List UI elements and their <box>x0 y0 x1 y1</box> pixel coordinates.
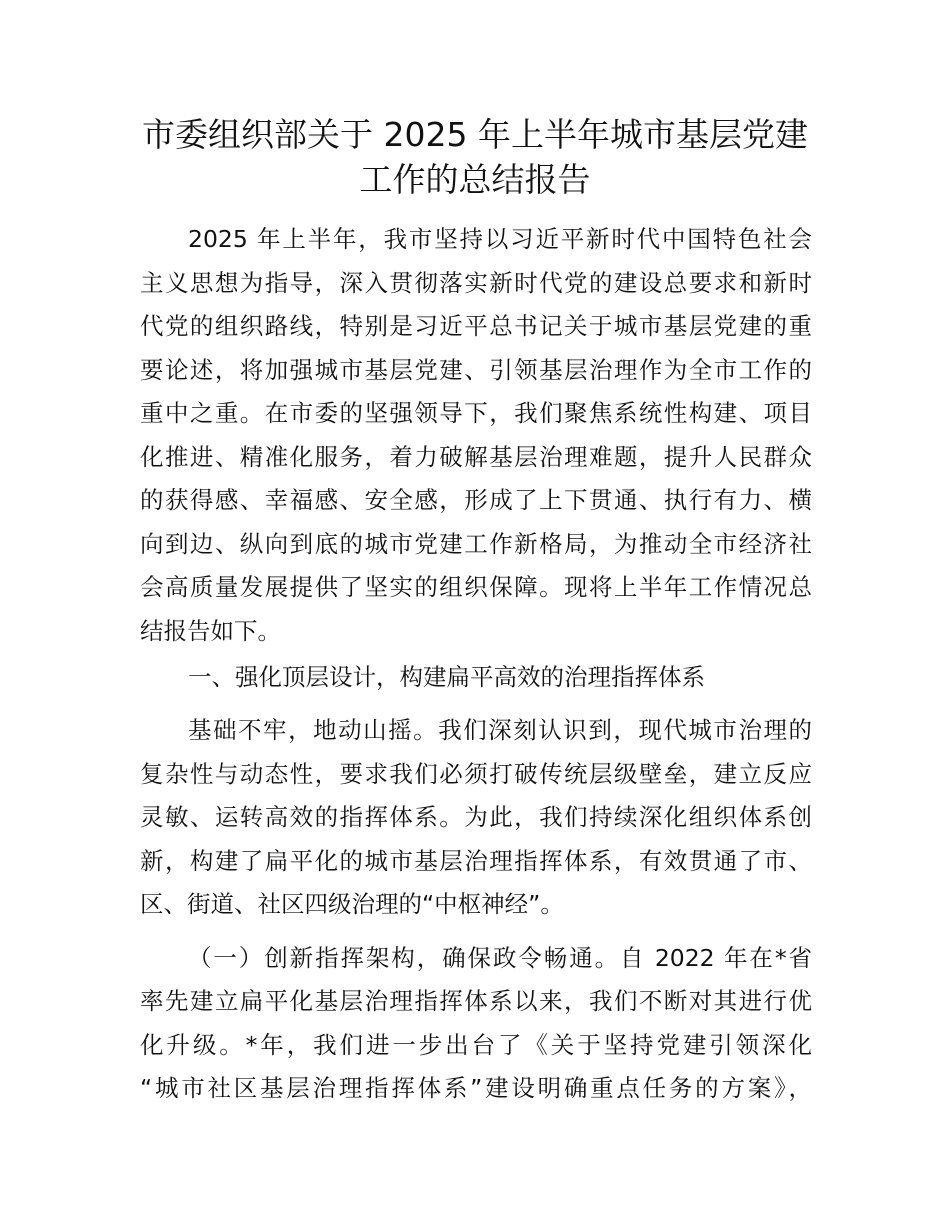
text-line: 化升级。*年，我们进一步出台了《关于坚持党建引领深化 <box>140 1030 812 1059</box>
text-line: 向到边、纵向到底的城市党建工作新格局，为推动全市经济社 <box>140 529 812 558</box>
section-heading <box>140 656 812 700</box>
text-line: 要论述，将加强城市基层党建、引领基层治理作为全市工作的 <box>140 355 812 384</box>
text-line: 代党的组织路线，特别是习近平总书记关于城市基层党建的重 <box>140 312 812 340</box>
text-line: 2025 年上半年，我市坚持以习近平新时代中国特色社会 <box>188 225 812 253</box>
text-line: 率先建立扁平化基层治理指挥体系以来，我们不断对其进行优 <box>140 987 812 1015</box>
text-line: 灵敏、运转高效的指挥体系。为此，我们持续深化组织体系创 <box>140 803 812 831</box>
title-line: 市委组织部关于 2025 年上半年城市基层党建 <box>142 115 808 154</box>
text-line: “城市社区基层治理指挥体系”建设明确重点任务的方案》， <box>140 1074 812 1102</box>
text-line: 的获得感、幸福感、安全感，形成了上下贯通、执行有力、横 <box>140 486 812 514</box>
text-line: 复杂性与动态性，要求我们必须打破传统层级壁垒，建立反应 <box>140 759 812 788</box>
document-body <box>140 218 812 1111</box>
text-line: 基础不牢，地动山摇。我们深刻认识到，现代城市治理的 <box>188 716 812 744</box>
text-line: （一）创新指挥架构，确保政令畅通。自 2022 年在*省 <box>188 943 812 972</box>
title-line: 工作的总结报告 <box>359 160 591 199</box>
text-line: 主义思想为指导，深入贯彻落实新时代党的建设总要求和新时 <box>140 268 812 297</box>
text-line: 新，构建了扁平化的城市基层治理指挥体系，有效贯通了市、 <box>140 846 812 875</box>
text-line: 结报告如下。 <box>140 616 281 645</box>
text-line: 化推进、精准化服务，着力破解基层治理难题，提升人民群众 <box>140 442 812 471</box>
body-paragraph <box>140 709 812 927</box>
body-paragraph <box>140 937 812 1111</box>
text-line: 区、街道、社区四级治理的“中枢神经”。 <box>140 890 564 918</box>
heading-line: 一、强化顶层设计，构建扁平高效的治理指挥体系 <box>188 662 705 691</box>
document-title <box>0 112 950 202</box>
intro-paragraph <box>140 218 812 653</box>
text-line: 重中之重。在市委的坚强领导下，我们聚焦系统性构建、项目 <box>140 399 812 427</box>
text-line: 会高质量发展提供了坚实的组织保障。现将上半年工作情况总 <box>140 573 812 601</box>
